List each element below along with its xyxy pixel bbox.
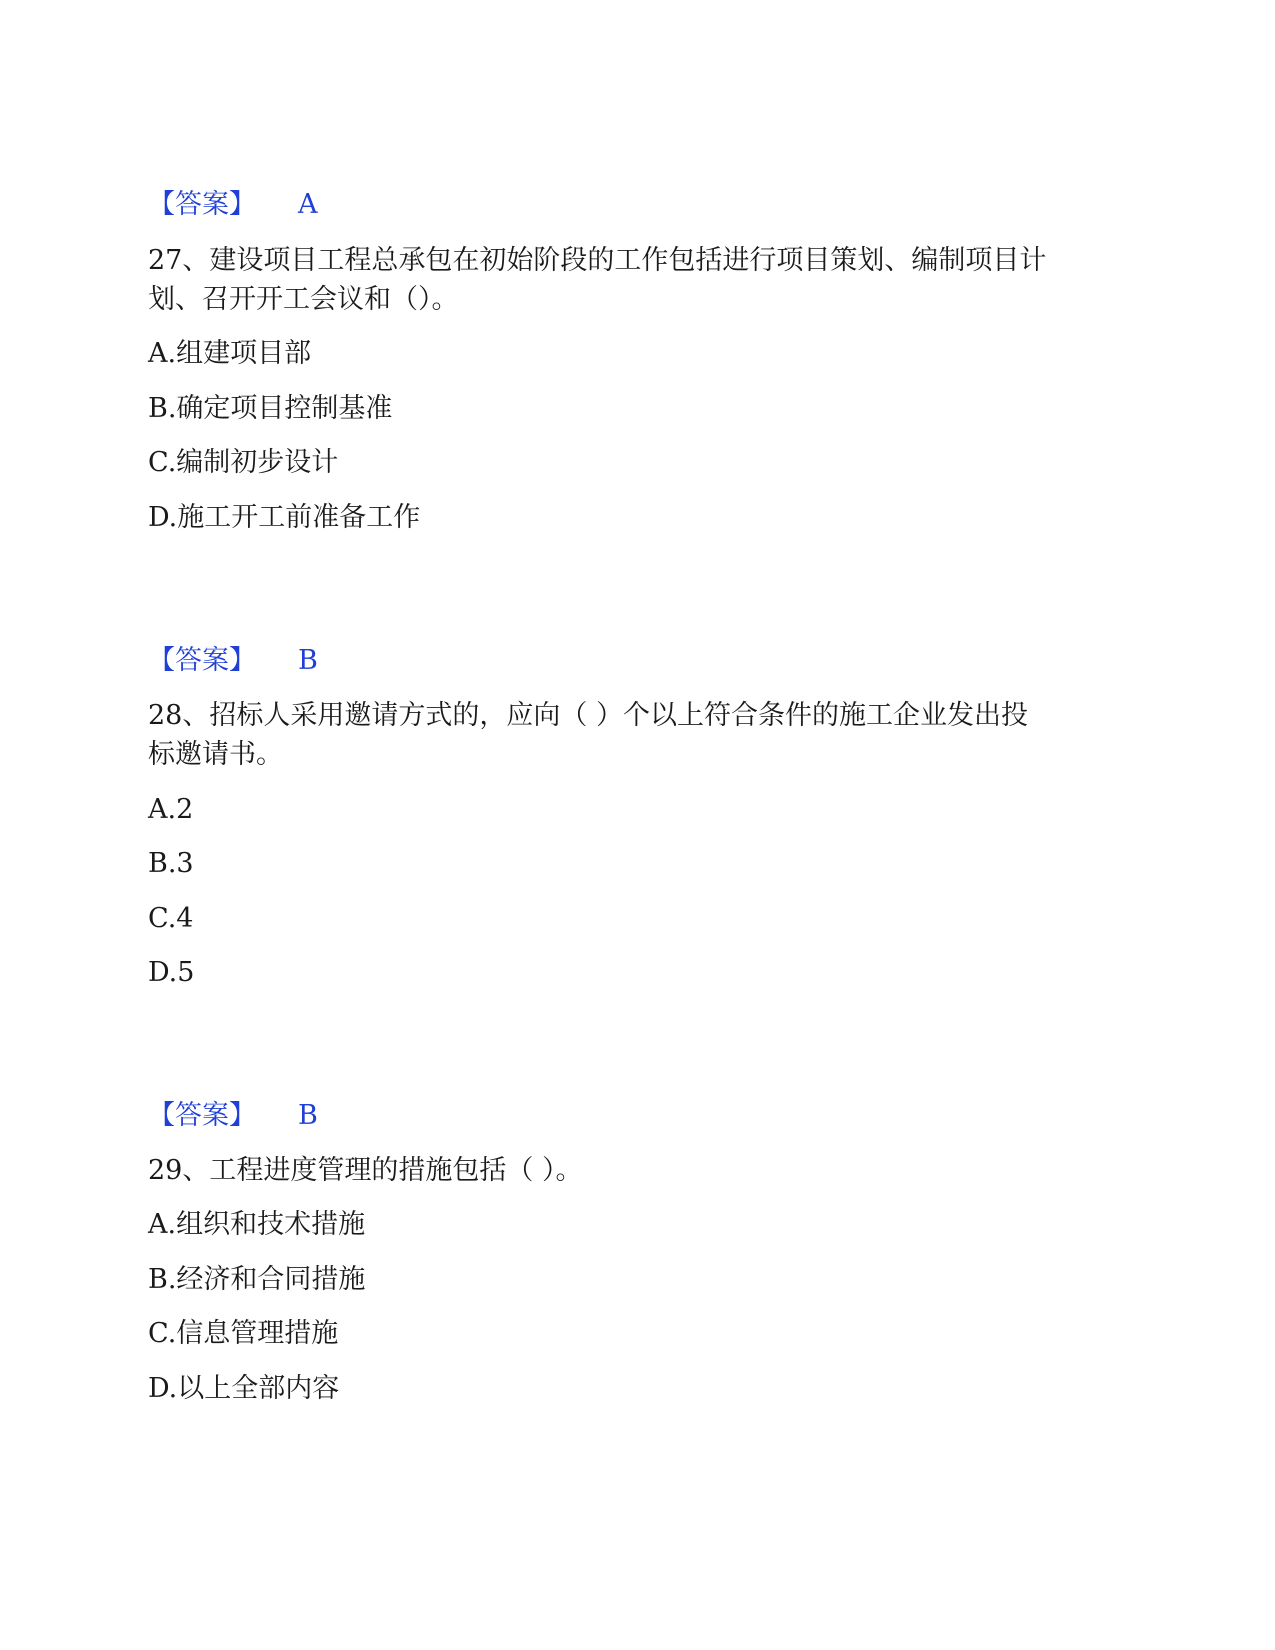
option-d: D.5 [148, 957, 195, 988]
question-27-line-2: 划、召开开工会议和（）。 [148, 284, 459, 315]
option-b: B.3 [148, 848, 194, 879]
option-a: A.组织和技术措施 [148, 1209, 366, 1240]
option-a: A.组建项目部 [148, 338, 312, 369]
answer-value: B [298, 1100, 318, 1131]
option-c: C.编制初步设计 [148, 447, 339, 478]
question-28-line-2: 标邀请书。 [148, 739, 283, 770]
option-b: B.确定项目控制基准 [148, 393, 393, 424]
answer-line-2 [148, 642, 448, 680]
option-d: D.施工开工前准备工作 [148, 502, 421, 533]
answer-label: 【答案】 [148, 189, 256, 220]
answer-line-3 [148, 1097, 448, 1135]
option-c: C.信息管理措施 [148, 1318, 339, 1349]
option-b: B.经济和合同措施 [148, 1264, 366, 1295]
question-29-line-1: 29、工程进度管理的措施包括（ ）。 [148, 1155, 583, 1186]
answer-value: A [298, 189, 318, 220]
option-d: D.以上全部内容 [148, 1373, 340, 1404]
option-c: C.4 [148, 903, 194, 934]
answer-label: 【答案】 [148, 645, 256, 676]
answer-value: B [298, 645, 318, 676]
question-28-line-1: 28、招标人采用邀请方式的，应向（ ）个以上符合条件的施工企业发出投 [148, 700, 1028, 731]
answer-label: 【答案】 [148, 1100, 256, 1131]
answer-line-1 [148, 186, 448, 224]
question-27-line-1: 27、建设项目工程总承包在初始阶段的工作包括进行项目策划、编制项目计 [148, 245, 1047, 276]
option-a: A.2 [148, 794, 194, 825]
